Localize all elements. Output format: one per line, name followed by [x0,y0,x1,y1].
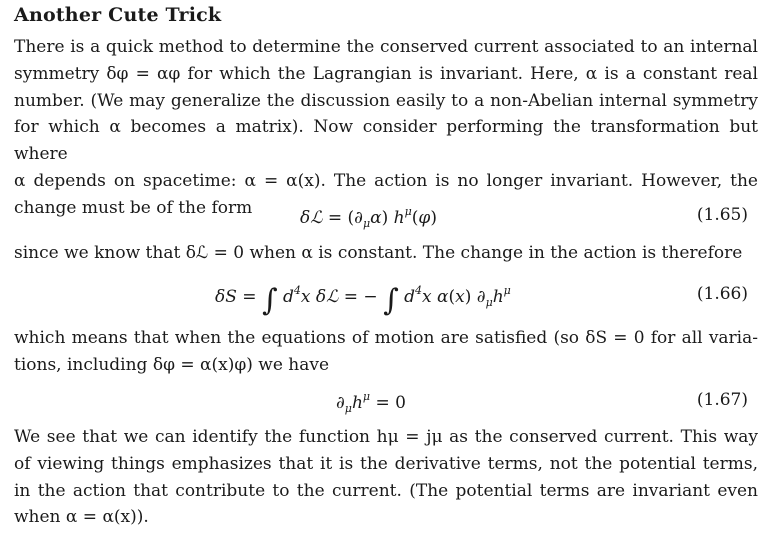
section-title: Another Cute Trick [14,4,222,26]
text-line: since we know that δℒ = 0 when α is constant. The change in the action is therefore [14,243,743,263]
equation-1-66 [0,283,772,318]
text-line: We see that we can identify the function hμ = jμ as the conserved current. This way [14,427,758,447]
paragraph-conclusion [14,424,758,531]
equation-expression: δℒ = $(\partial_\mu\alpha)$ $h^\mu(\varphi)$ [300,205,437,230]
equation-1-67 [0,390,772,418]
paragraph-which-means [14,325,758,379]
equation-expression: δS = ∫ $d^4x$ δℒ = − ∫ $d^4x$ α(x) $\partial_\mu h^\mu$ [215,283,511,318]
text-line: which means that when the equations of motion are satisfied (so δS = 0 for all varia- [14,328,758,348]
text-line: tions, including δφ = α(x)φ) we have [14,354,330,375]
text-line: number. (We may generalize the discussion easily to a non-Abelian internal symmetry [14,90,758,111]
text-line: of viewing things emphasizes that it is the derivative terms, not the potential terms, [14,453,758,474]
text-line: symmetry δφ = αφ for which the Lagrangian is invariant. Here, α is a constant real [14,63,758,84]
text-line: for which α becomes a matrix). Now consider performing the transformation but where [14,117,758,165]
equation-1-65 [0,205,772,233]
equation-number: (1.66) [696,284,748,304]
text-line: when α = α(x)). [14,507,149,528]
paragraph-intro [14,34,758,222]
equation-number: (1.65) [696,205,748,225]
text-line: There is a quick method to determine the conserved current associated to an internal [14,37,758,57]
equation-expression: $\partial_\mu h^\mu = 0$ [336,390,406,415]
text-line: in the action that contribute to the current. (The potential terms are invariant even [14,480,758,501]
text-line: change must be of the form [14,197,253,218]
equation-number: (1.67) [696,390,748,410]
paragraph-since [14,240,758,267]
text-line: α depends on spacetime: α = α(x). The action is no longer invariant. However, the [14,170,758,191]
